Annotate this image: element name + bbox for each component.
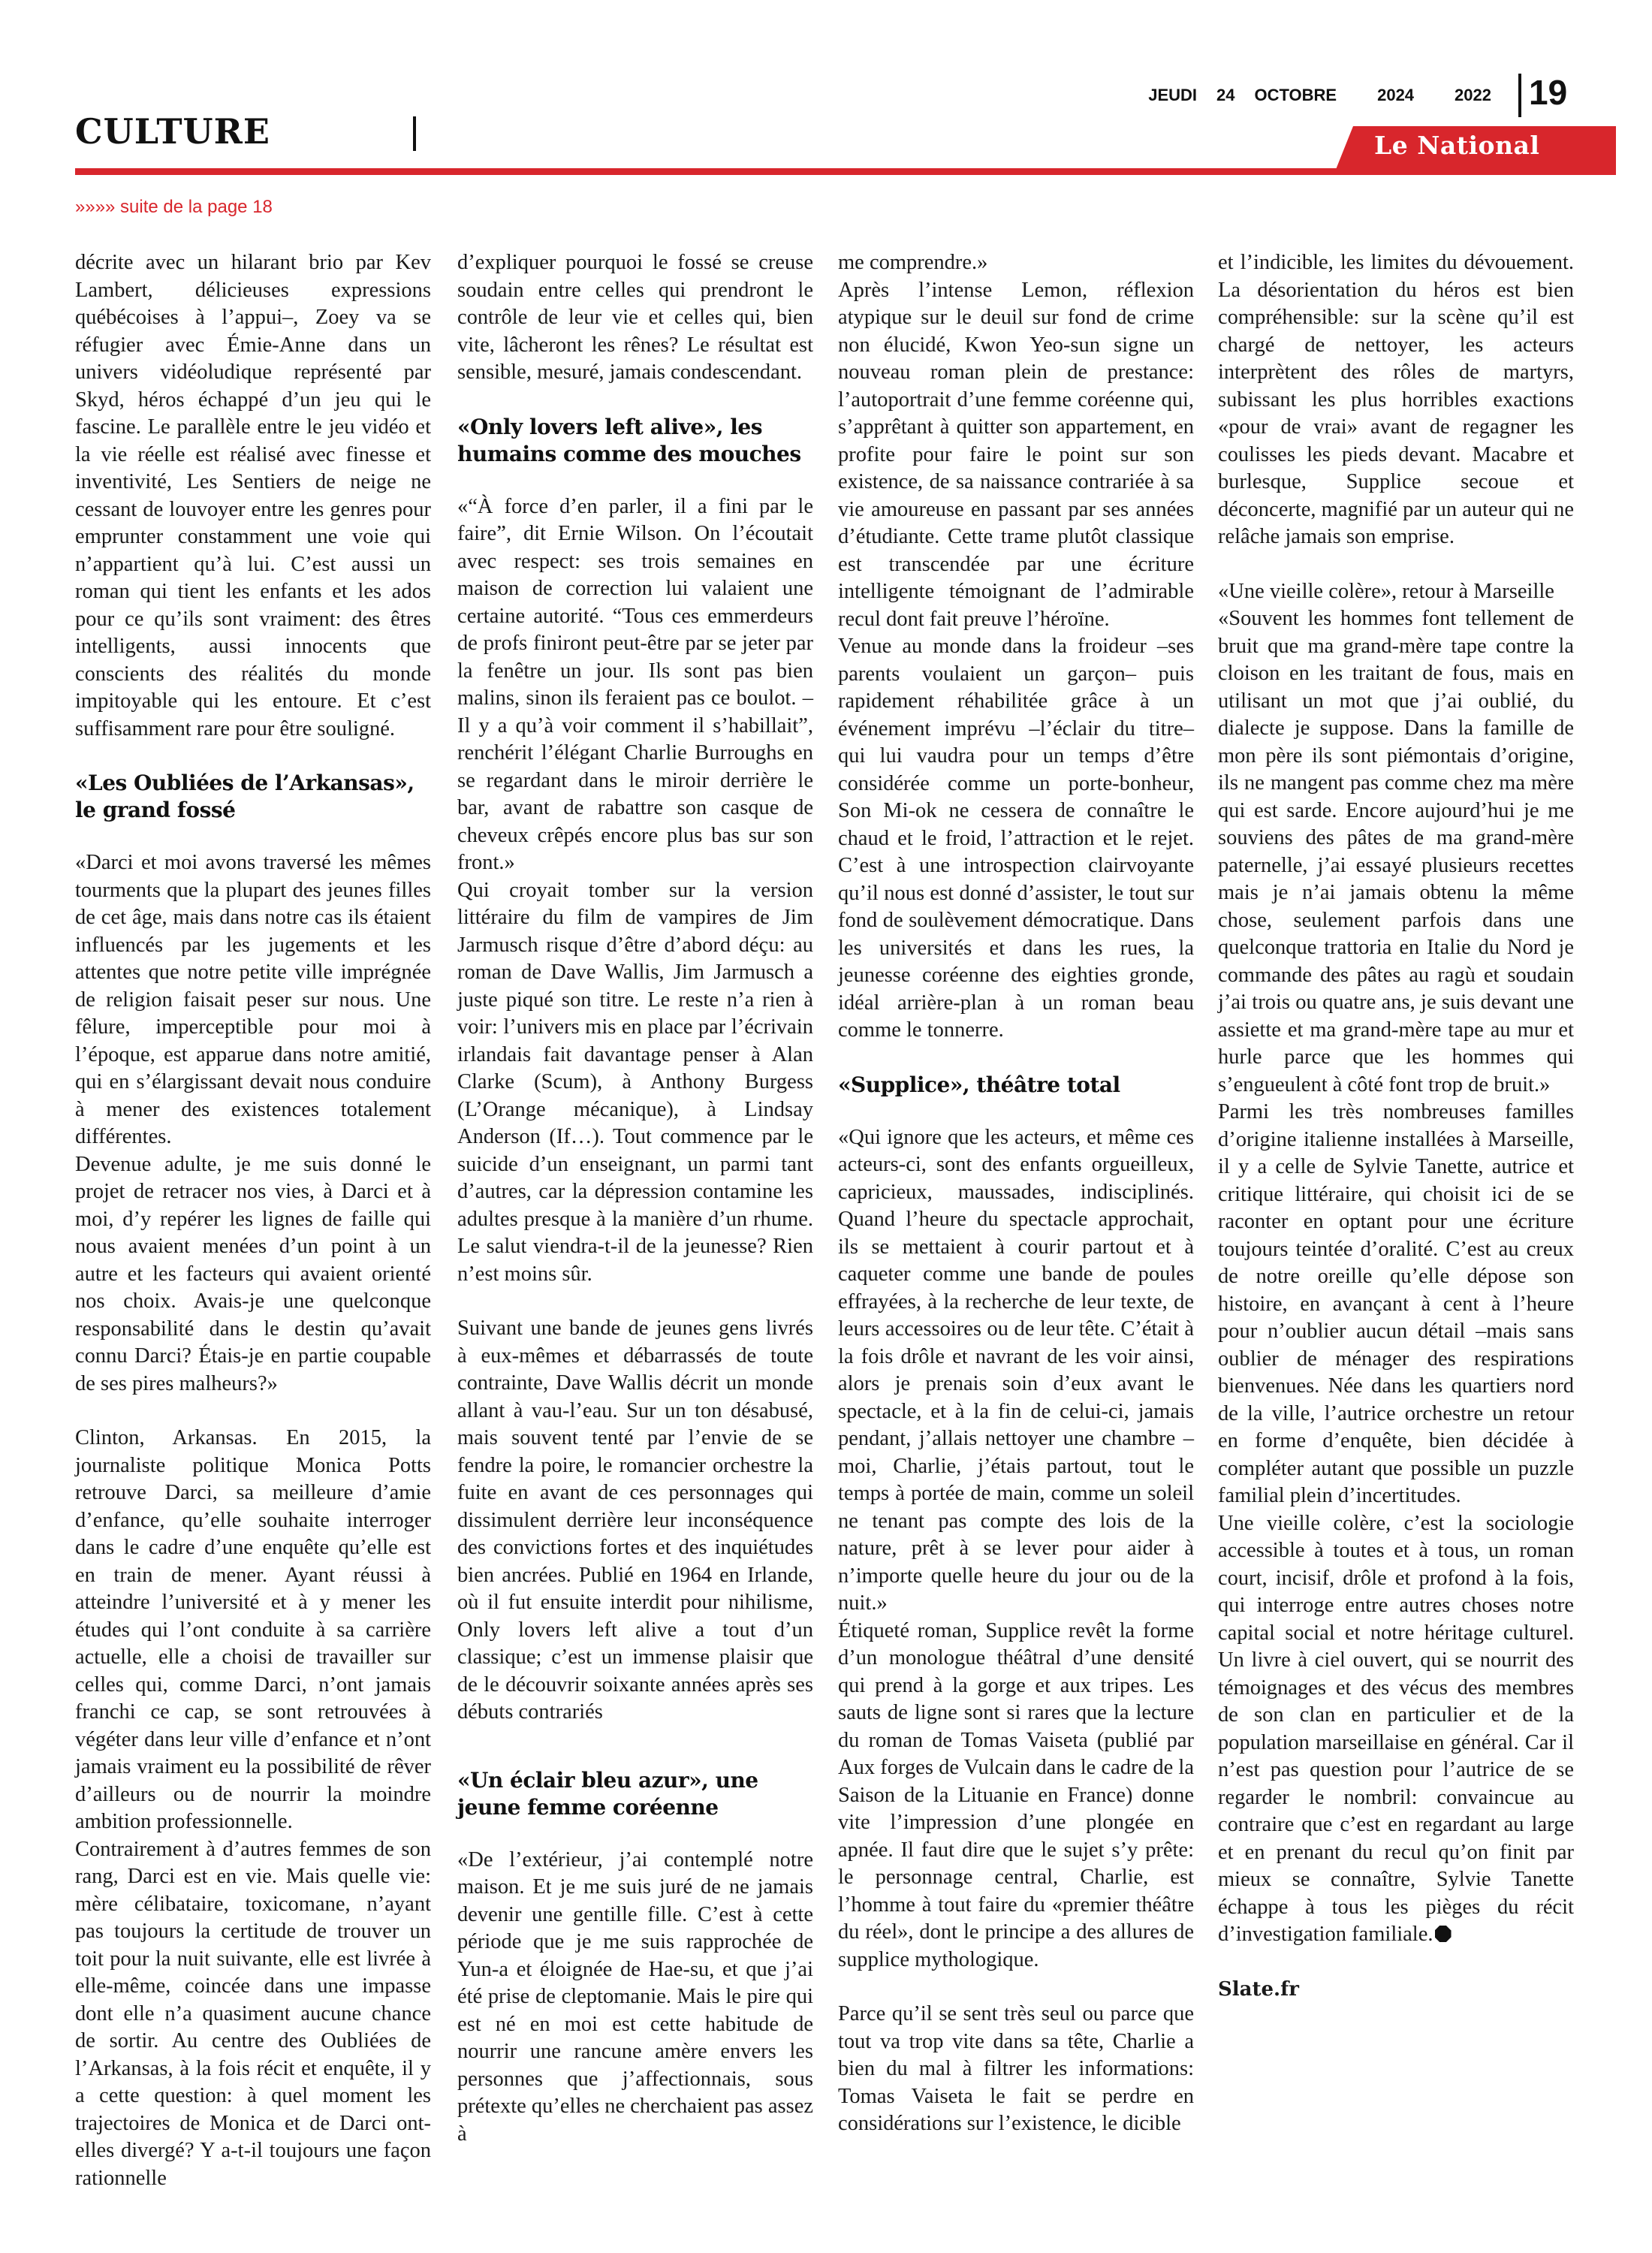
source-credit: Slate.fr	[1218, 1977, 1299, 2001]
paragraph: et l’indicible, les limites du dévouement. La désorientation du héros est bien compréhensible: sur la scène qu’il est chargé de nettoyer, les acteurs interprètent des rôles de martyrs, subissant les plus horribles exactions «pour de vrai» avant de regagner les coulisses les pieds devant. Macabre et burlesque, Supplice secoue et déconcerte, magnifié par un auteur qui ne relâche jamais son emprise.	[1218, 251, 1574, 548]
paragraph: «De l’extérieur, j’ai contemplé notre maison. Et je me suis juré de ne jamais devenir une gentille fille. C’est à cette période que je me suis rapprochée de Yun-a et éloignée de Hae-su, et que j’ai été prise de cleptomanie. Mais le pire qui est né en moi est cette habitude de nourrir une rancune amère envers les personnes que j’affectionnais, sous prétexte qu’elles ne cherchaient pas assez à	[457, 1847, 813, 2146]
paragraph: Parmi les très nombreuses familles d’origine italienne installées à Marseille, il y a celle de Sylvie Tanette, autrice et critique littéraire, qui choisit ici de se raconter en optant pour une écriture toujours teintée d’oralité. C’est au creux de notre oreille qu’elle dépose son histoire, en avançant à cent à l’heure pour n’oublier aucun détail –mais sans oublier de ménager des respirations bienvenues. Née dans les quartiers nord de la ville, l’autrice orchestre un retour en forme d’enquête, bien décidée à compléter autant que possible un puzzle familial plein d’incertitudes.	[1218, 1100, 1574, 1507]
subheading: «Les Oubliées de l’Arkansas», le grand fossé	[75, 771, 415, 822]
date-day: JEUDI	[1148, 86, 1197, 104]
paragraph: Qui croyait tomber sur la version littéraire du film de vampires de Jim Jarmusch risque d’être d’abord déçu: au roman de Dave Wallis, Jim Jarmusch a juste piqué son titre. Le reste n’a rien à voir: l’univers mis en place par l’écrivain irlandais fait davantage penser à Alan Clarke (Scum), à Anthony Burgess (L’Orange mécanique), à Lindsay Anderson (If…). Tout commence par le suicide d’un enseignant, un parmi tant d’autres, car la dépression contamine les adultes presque à la manière d’un rhume. Le salut viendra-t-il de la jeunesse? Rien n’est moins sûr.	[457, 878, 813, 1286]
paragraph: d’expliquer pourquoi le fossé se creuse soudain entre celles qui prendront le contrôle de leur vie et celles qui, bien vite, lâcheront les rênes? Le résultat est sensible, mesuré, jamais condescendant.	[457, 251, 813, 384]
column-1	[75, 249, 431, 2192]
paragraph: Clinton, Arkansas. En 2015, la journaliste politique Monica Potts retrouve Darci, sa meilleure d’amie d’enfance, qu’elle souhaite interroger dans le cadre d’une enquête qu’elle est en train de mener. Ayant réussi à atteindre l’université et à y mener les études qui l’ont conduite à sa carrière actuelle, elle a choisi de travailler sur celles qui, comme Darci, n’ont jamais franchi ce cap, se sont retrouvées à végéter dans leur ville d’enfance et n’ont jamais vraiment eu la possibilité de rêver d’ailleurs ou de nourrir la moindre ambition professionnelle.	[75, 1426, 431, 1833]
paragraph: Après l’intense Lemon, réflexion atypique sur le deuil sur fond de crime non élucidé, Kwon Yeo-sun signe un nouveau roman plein de prestance: l’autoportrait d’une femme coréenne qui, s’apprêtant à quitter son appartement, en profite pour faire le point sur son existence, de sa naissance contrariée à sa vie amoureuse en passant par ses années d’étudiante. Cette trame plutôt classique est transcendée par une écriture intelligente témoignant de l’admirable recul dont fait preuve l’héroïne.	[838, 278, 1194, 631]
paragraph-text: Une vieille colère, c’est la sociologie accessible à toutes et à tous, un roman court, incisif, drôle et profond à la fois, qui interroge entre autres choses notre capital social et notre héritage culturel. Un livre à ciel ouvert, qui se nourrit des témoignages et des vécus des membres de son clan en particulier et de la population marseillaise en général. Car il n’est pas question pour l’autrice de se regarder le nombril: convaincue au contraire que c’est en regardant au large et en prenant du recul qu’on finit par mieux se connaître, Sylvie Tanette échappe à tous les pièges du récit d’investigation familiale.	[1218, 1511, 1574, 1946]
paragraph: Devenue adulte, je me suis donné le projet de retracer nos vies, à Darci et à moi, d’y repérer les lignes de faille qui nous avaient menées d’un point à un autre et les facteurs qui avaient orienté nos choix. Avais-je une quelconque responsabilité dans le destin qu’avait connu Darci? Étais-je en partie coupable de ses pires malheurs?»	[75, 1152, 431, 1395]
continued-from-link[interactable]: »»»» suite de la page 18	[75, 197, 273, 217]
subheading: «Un éclair bleu azur», une jeune femme coréenne	[457, 1767, 758, 1820]
page-number-divider	[1518, 74, 1521, 117]
column-4	[1218, 249, 1574, 2003]
column-2	[457, 249, 813, 2148]
section-title: CULTURE	[75, 111, 270, 152]
paragraph: «Darci et moi avons traversé les mêmes tourments que la plupart des jeunes filles de cet âge, mais dans notre cas ils étaient influencés par les jugements et les attentes que notre petite ville imprégnée de religion faisait peser sur nous. Une fêlure, imperceptible pour moi à l’époque, est apparue dans notre amitié, qui en s’élargissant devait nous conduire à mener des existences totalement différentes.	[75, 851, 431, 1148]
paragraph: Parce qu’il se sent très seul ou parce que tout va trop vite dans sa tête, Charlie a bien du mal à filtrer les informations: Tomas Vaiseta le fait se perdre en considérations sur l’existence, le dicible	[838, 2002, 1194, 2135]
paragraph: «Une vieille colère», retour à Marseille	[1218, 579, 1554, 603]
paragraph: me comprendre.»	[838, 251, 988, 274]
date-number: 24	[1216, 86, 1235, 104]
header-rule	[75, 168, 1616, 175]
brand-name: Le National	[1374, 131, 1540, 160]
date-line	[1129, 86, 1491, 105]
paragraph: Suivant une bande de jeunes gens livrés à eux-mêmes et débarrassés de toute contrainte, Dave Wallis décrit un monde allant à vau-l’eau. Sur un ton désabusé, mais souvent tenté par l’envie de se fendre la poire, le romancier orchestre la fuite en avant de ces personnages qui dissimulent derrière leur inconséquence des convictions fortes et des inquiétudes bien ancrées. Publié en 1964 en Irlande, où il fut ensuite interdit pour nihilisme, Only lovers left alive a tout d’un classique; c’est un immense plaisir que de le découvrir soixante années après ses débuts contrariés	[457, 1317, 813, 1724]
paragraph: «Souvent les hommes font tellement de bruit que ma grand-mère tape contre la cloison en les traitant de fous, mais en utilisant un mot que j’ai oublié, du dialecte je suppose. Dans la famille de mon père ils sont piémontais d’origine, ils ne mangent pas comme chez ma mère qui est sarde. Encore aujourd’hui je me souviens des pâtes de ma grand-mère paternelle, j’ai essayé plusieurs recettes mais je n’ai jamais obtenu la même chose, seulement parfois dans une quelconque trattoria en Italie du Nord je commande des pâtes au ragù et soudain j’ai trois ou quatre ans, je suis devant une assiette et ma grand-mère tape au mur et hurle parce que les hommes qui s’engueulent à côté font trop de bruit.»	[1218, 607, 1574, 1096]
column-3	[838, 249, 1194, 2138]
date-year: 2024	[1377, 86, 1415, 104]
paragraph: «Qui ignore que les acteurs, et même ces acteurs-ci, sont des enfants orgueilleux, capricieux, maussades, indisciplinés. Quand l’heure du spectacle approchait, ils se mettaient à courir partout et à caqueter comme une bande de poules effrayées, à la recherche de leur texte, de leurs accessoires ou de leur tête. C’était à la fois drôle et navrant de les voir ainsi, alors je prenais soin d’eux avant le spectacle, et à la fin de celui-ci, jamais pendant, j’allais nettoyer une chambre –moi, Charlie, j’étais partout, tout le temps à portée de main, comme un soleil ne tenant pas compte des lois de la nature, prêt à se lever pour aider à n’importe quelle heure du jour ou de la nuit.»	[838, 1125, 1194, 1615]
subheading: «Supplice», théâtre total	[838, 1072, 1120, 1097]
paragraph: Venue au monde dans la froideur –ses parents voulaient un garçon– puis rapidement réhabilitée grâce à un événement imprévu –l’éclair du titre– qui lui vaudra pour un temps d’être considérée comme un porte-bonheur, Son Mi-ok ne cessera de connaître le chaud et le froid, l’attraction et le rejet. C’est à une introspection clairvoyante qu’il nous est donné d’assister, le tout sur fond de soulèvement démocratique. Dans les universités et dans les rues, la jeunesse coréenne des eighties gronde, idéal arrière-plan à un roman beau comme le tonnerre.	[838, 635, 1194, 1042]
paragraph: Contrairement à d’autres femmes de son rang, Darci est en vie. Mais quelle vie: mère célibataire, toxicomane, n’ayant pas toujours la certitude de trouver un toit pour la nuit suivante, elle est livrée à elle-même, coincée dans une impasse dont elle n’a quasiment aucune chance de sortir. Au centre des Oubliées de l’Arkansas, à la fois récit et enquête, il y a cette question: à quel moment les trajectoires de Monica et de Darci ont-elles divergé? Y a-t-il toujours une façon rationnelle	[75, 1837, 431, 2190]
date-year-alt: 2022	[1455, 86, 1491, 104]
paragraph: décrite avec un hilarant brio par Kev Lambert, délicieuses expressions québécoises à l’appui–, Zoey va se réfugier avec Émie-Anne dans un univers vidéoludique représenté par Skyd, héros échappé d’un jeu qui le fascine. Le parallèle entre le jeu vidéo et la vie réelle est réalisé avec finesse et inventivité, Les Sentiers de neige ne cessant de louvoyer entre les genres pour emprunter constamment une voie qui n’appartient qu’à lui. C’est aussi un roman qui tient les enfants et les ados pour ce qu’ils sont vraiment: des êtres intelligents, aussi innocents que conscients des réalités du monde impitoyable qui les entoure. Et c’est suffisamment rare pour être souligné.	[75, 251, 431, 740]
paragraph-final	[1218, 1510, 1574, 1949]
paragraph: Étiqueté roman, Supplice revêt la forme d’un monologue théâtral d’une densité qui prend à la gorge et aux tripes. Les sauts de ligne sont si rares que la lecture du roman de Tomas Vaiseta (publié par Aux forges de Vulcain dans le cadre de la Saison de la Lituanie en France) donne vite l’impression d’une plongée en apnée. Il faut dire que le sujet s’y prête: le personnage central, Charlie, est l’homme à tout faire du «premier théâtre du réel», dont le principe a des allures de supplice mythologique.	[838, 1618, 1194, 1971]
end-of-article-icon	[1435, 1926, 1452, 1942]
date-month: OCTOBRE	[1254, 86, 1337, 104]
page-number: 19	[1529, 73, 1568, 112]
section-divider	[413, 116, 416, 151]
subheading: «Only lovers left alive», les humains comme des mouches	[457, 414, 801, 466]
paragraph: «“À force d’en parler, il a fini par le faire”, dit Ernie Wilson. On l’écoutait avec respect: ses trois semaines en maison de correction lui valaient une certaine autorité. “Tous ces emmerdeurs de profs finiront peut-être par se jeter par la fenêtre un jour. Ils sont pas bien malins, sinon ils feraient pas ce boulot. – Il y a qu’à voir comment il s’habillait”, renchérit l’élégant Charlie Burroughs en se regardant dans le miroir derrière le bar, avant de rabattre son casque de cheveux crêpés encore plus bas sur son front.»	[457, 494, 813, 874]
